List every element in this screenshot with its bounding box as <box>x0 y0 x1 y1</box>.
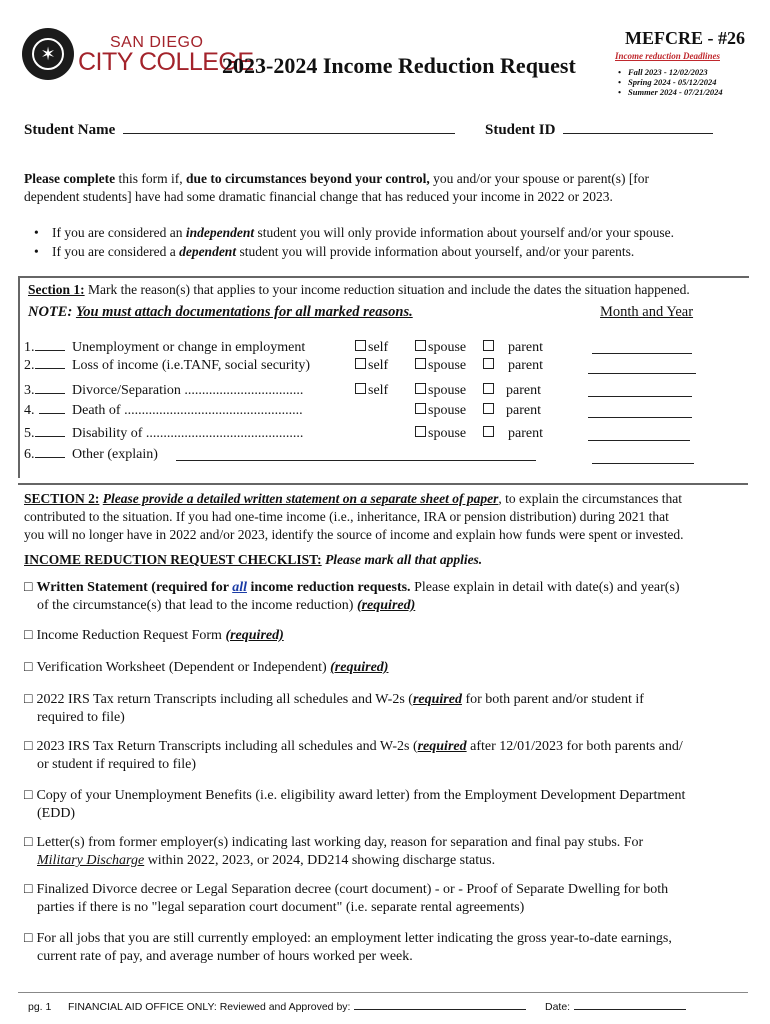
date-field-2[interactable] <box>588 360 696 374</box>
student-id-label: Student ID <box>485 122 556 138</box>
parent-checkbox-5[interactable]: parent <box>483 426 543 442</box>
reason-row-1[interactable]: 1. Unemployment or change in employment <box>24 340 306 355</box>
spouse-checkbox-1[interactable]: spouse <box>415 340 466 356</box>
checklist-item-verification-worksheet[interactable]: □ Verification Worksheet (Dependent or Independent) (required) <box>24 659 388 677</box>
date-field-1[interactable] <box>592 340 692 354</box>
reason-row-2[interactable]: 2. Loss of income (i.e.TANF, social security) <box>24 358 311 373</box>
student-name-label: Student Name <box>24 122 116 138</box>
deadline-spring: • Spring 2024 - 05/12/2024 <box>628 77 717 87</box>
month-year-header: Month and Year <box>600 304 694 320</box>
section2-divider <box>18 483 748 485</box>
logo-line-1: SAN DIEGO <box>110 34 204 51</box>
self-checkbox-1[interactable]: self <box>355 340 388 356</box>
section1-note: NOTE: You must attach documentations for all marked reasons. <box>28 304 413 320</box>
reason-row-4[interactable]: 4. Death of ................................................... <box>24 403 303 418</box>
parent-checkbox-2[interactable]: parent <box>483 358 543 374</box>
form-code: MEFCRE - #26 <box>625 28 745 48</box>
spouse-checkbox-3[interactable]: spouse <box>415 383 466 399</box>
office-approval[interactable]: FINANCIAL AID OFFICE ONLY: Reviewed and Approved by: <box>68 1001 526 1013</box>
bullet-dependent: • If you are considered a dependent student you will provide information about yourself, and/or your parents. <box>52 243 752 261</box>
checklist-item-divorce-decree[interactable]: □ Finalized Divorce decree or Legal Separation decree (court document) - or - Proof of Separate Dwelling for both parties if there is no "legal separation court document" (i.e. separate rental agreements) <box>24 881 754 917</box>
deadlines-heading: Income reduction Deadlines <box>615 51 720 61</box>
reason-row-5[interactable]: 5. Disability of ............................................. <box>24 426 304 441</box>
self-checkbox-2[interactable]: self <box>355 358 388 374</box>
date-field-6[interactable] <box>592 450 694 464</box>
college-seal-logo <box>22 28 74 80</box>
checklist-item-written-statement[interactable]: □ Written Statement (required for all income reduction requests. Please explain in detail with date(s) and year(s) of the circumstance(s) that lead to the income reduction) (required) <box>24 579 754 615</box>
checklist-item-2022-tax-transcripts[interactable]: □ 2022 IRS Tax return Transcripts including all schedules and W-2s (required for both parent and/or student if required to file) <box>24 691 754 727</box>
intro-paragraph: Please complete this form if, due to circumstances beyond your control, you and/or your spouse or parent(s) [for dependent students] have had some dramatic financial change that has reduced your income in 2022 or 2023. <box>24 171 650 204</box>
section2-paragraph: SECTION 2: Please provide a detailed written statement on a separate sheet of paper, to explain the circumstances that contributed to the situation. If you had one-time income (i.e., inheritance, IRA or pension distribution) during 2021 that you will no longer have in 2022 and/or 2023, identify the source of income and explain how funds were spent or invested. <box>24 491 684 542</box>
spouse-checkbox-2[interactable]: spouse <box>415 358 466 374</box>
spouse-checkbox-5[interactable]: spouse <box>415 426 466 442</box>
checklist-item-employment-letter[interactable]: □ For all jobs that you are still currently employed: an employment letter indicating the gross year-to-date earnings, current rate of pay, and average number of hours worked per week. <box>24 930 754 966</box>
date-field-3[interactable] <box>588 383 692 397</box>
logo-line-2: CITY COLLEGE <box>78 48 254 76</box>
reason-row-3[interactable]: 3. Divorce/Separation .................................. <box>24 383 304 398</box>
checklist-heading: INCOME REDUCTION REQUEST CHECKLIST: Please mark all that applies. <box>24 552 483 567</box>
bullet-independent: • If you are considered an independent student you will only provide information about yourself and/or your spouse. <box>52 224 752 242</box>
parent-checkbox-1[interactable]: parent <box>483 340 543 356</box>
spouse-checkbox-4[interactable]: spouse <box>415 403 466 419</box>
reason-row-6[interactable]: 6. Other (explain) <box>24 447 65 463</box>
footer-divider <box>18 992 748 993</box>
deadline-fall: • Fall 2023 - 12/02/2023 <box>628 67 708 77</box>
page-title: 2023-2024 Income Reduction Request <box>222 53 576 78</box>
student-id-field[interactable] <box>485 122 713 139</box>
page-number: pg. 1 <box>28 1001 52 1013</box>
parent-checkbox-3[interactable]: parent <box>483 383 541 399</box>
date-field-4[interactable] <box>588 404 692 418</box>
self-checkbox-3[interactable]: self <box>355 383 388 399</box>
checklist-item-2023-tax-transcripts[interactable]: □ 2023 IRS Tax Return Transcripts including all schedules and W-2s (required after 12/01/2023 for both parents and/ or student if required to file) <box>24 738 754 774</box>
office-date[interactable]: Date: <box>545 1001 686 1013</box>
parent-checkbox-4[interactable]: parent <box>483 403 541 419</box>
star-icon: ✶ <box>40 44 56 64</box>
section1-instruction: Section 1: Mark the reason(s) that applies to your income reduction situation and include the dates the situation happened. <box>28 282 690 297</box>
checklist-item-request-form[interactable]: □ Income Reduction Request Form (required) <box>24 627 284 645</box>
date-field-5[interactable] <box>588 427 690 441</box>
checklist-item-employer-letters[interactable]: □ Letter(s) from former employer(s) indicating last working day, reason for separation and final pay stubs. For Military Discharge within 2022, 2023, or 2024, DD214 showing discharge status. <box>24 834 754 870</box>
deadline-summer: • Summer 2024 - 07/21/2024 <box>628 87 723 97</box>
student-name-field[interactable] <box>24 122 455 139</box>
checklist-item-unemployment-benefits[interactable]: □ Copy of your Unemployment Benefits (i.e. eligibility award letter) from the Employment Development Department (EDD) <box>24 787 754 823</box>
